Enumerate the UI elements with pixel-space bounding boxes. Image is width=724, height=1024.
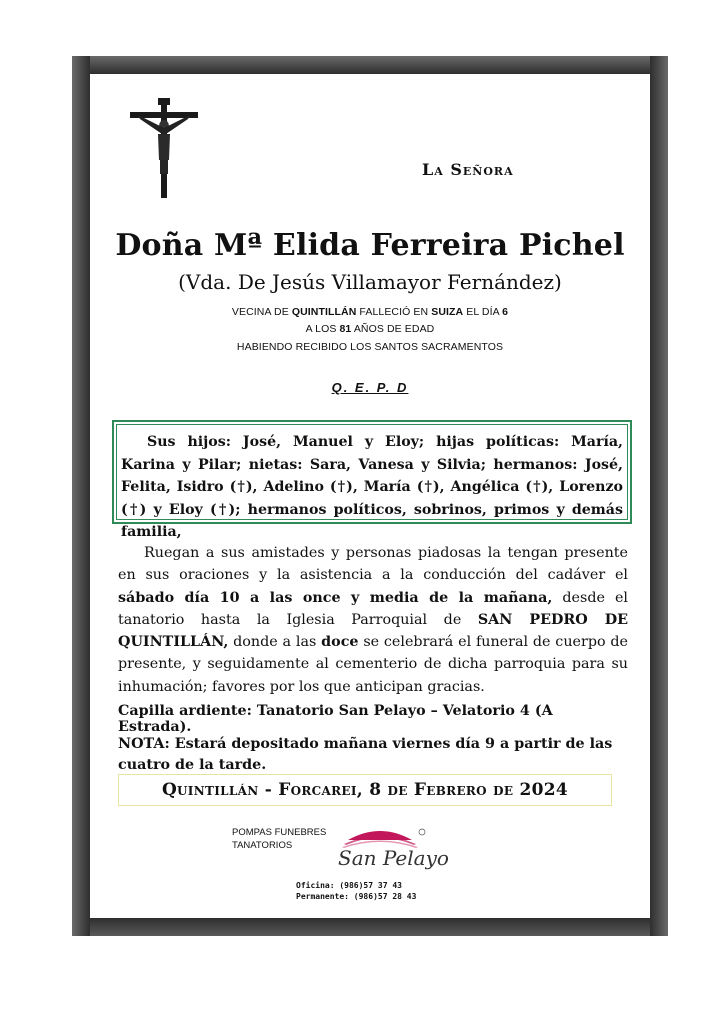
phone-office: Oficina: (986)57 37 43: [296, 881, 402, 890]
title-prefix: La Señora: [422, 160, 514, 179]
phone-permanent: Permanente: (986)57 28 43: [296, 892, 417, 901]
tanatorios-text: TANATORIOS: [232, 840, 293, 851]
widow-of: (Vda. De Jesús Villamayor Fernández): [178, 270, 562, 294]
nota: NOTA: Estará depositado mañana viernes día 9 a partir de las cuatro de la tarde.: [118, 736, 613, 773]
frame-edge-right: [650, 56, 668, 936]
contact-info: [296, 880, 416, 902]
place-date: Quintillán - Forcarei, 8 de Febrero de 2024: [118, 774, 612, 806]
request-paragraph: Ruegan a sus amistades y personas piadosas la tengan presente en sus oraciones y la asistencia a la conducción del cadáver el sábado día 10 a las once y media de la mañana, desde el tanatorio hasta la Iglesia Parroquial de SAN PEDRO DE QUINTILLÁN, donde a las doce se celebrará el funeral de cuerpo de presente, y seguidamente al cementerio de dicha parroquia para su inhumación; favores por los que anticipan gracias.: [118, 545, 629, 695]
qepd: Q. E. P. D: [331, 380, 409, 395]
age-line: A LOS 81 AÑOS DE EDAD: [305, 323, 435, 335]
crucifix-icon: [128, 98, 200, 202]
family-box: [112, 420, 632, 540]
deceased-name: Doña Mª Elida Ferreira Pichel: [115, 228, 625, 263]
pompas-text: POMPAS FUNEBRES: [232, 827, 327, 838]
funeral-home-label: [232, 826, 326, 852]
residence-line: VECINA DE QUINTILLÁN FALLECIÓ EN SUIZA EL DÍA 6: [231, 306, 509, 318]
frame-edge-left: [72, 56, 90, 936]
logo-wordmark: San Pelayo: [338, 846, 449, 870]
family-list: Sus hijos: José, Manuel y Eloy; hijas políticas: María, Karina y Pilar; nietas: Sara, Vanesa y Silvia; hermanos: José, Felita, Isidro (†), Adelino (†), María (†), Angélica (†), Lorenzo (†) y Eloy (†); hermanos políticos, sobrinos, primos y demás familia,: [116, 424, 628, 520]
frame-edge-bottom: [72, 918, 668, 936]
sacraments-line: HABIENDO RECIBIDO LOS SANTOS SACRAMENTOS: [236, 341, 504, 353]
capilla-ardiente: Capilla ardiente: Tanatorio San Pelayo – Velatorio 4 (A Estrada).: [118, 703, 553, 735]
frame-edge-top: [72, 56, 668, 74]
